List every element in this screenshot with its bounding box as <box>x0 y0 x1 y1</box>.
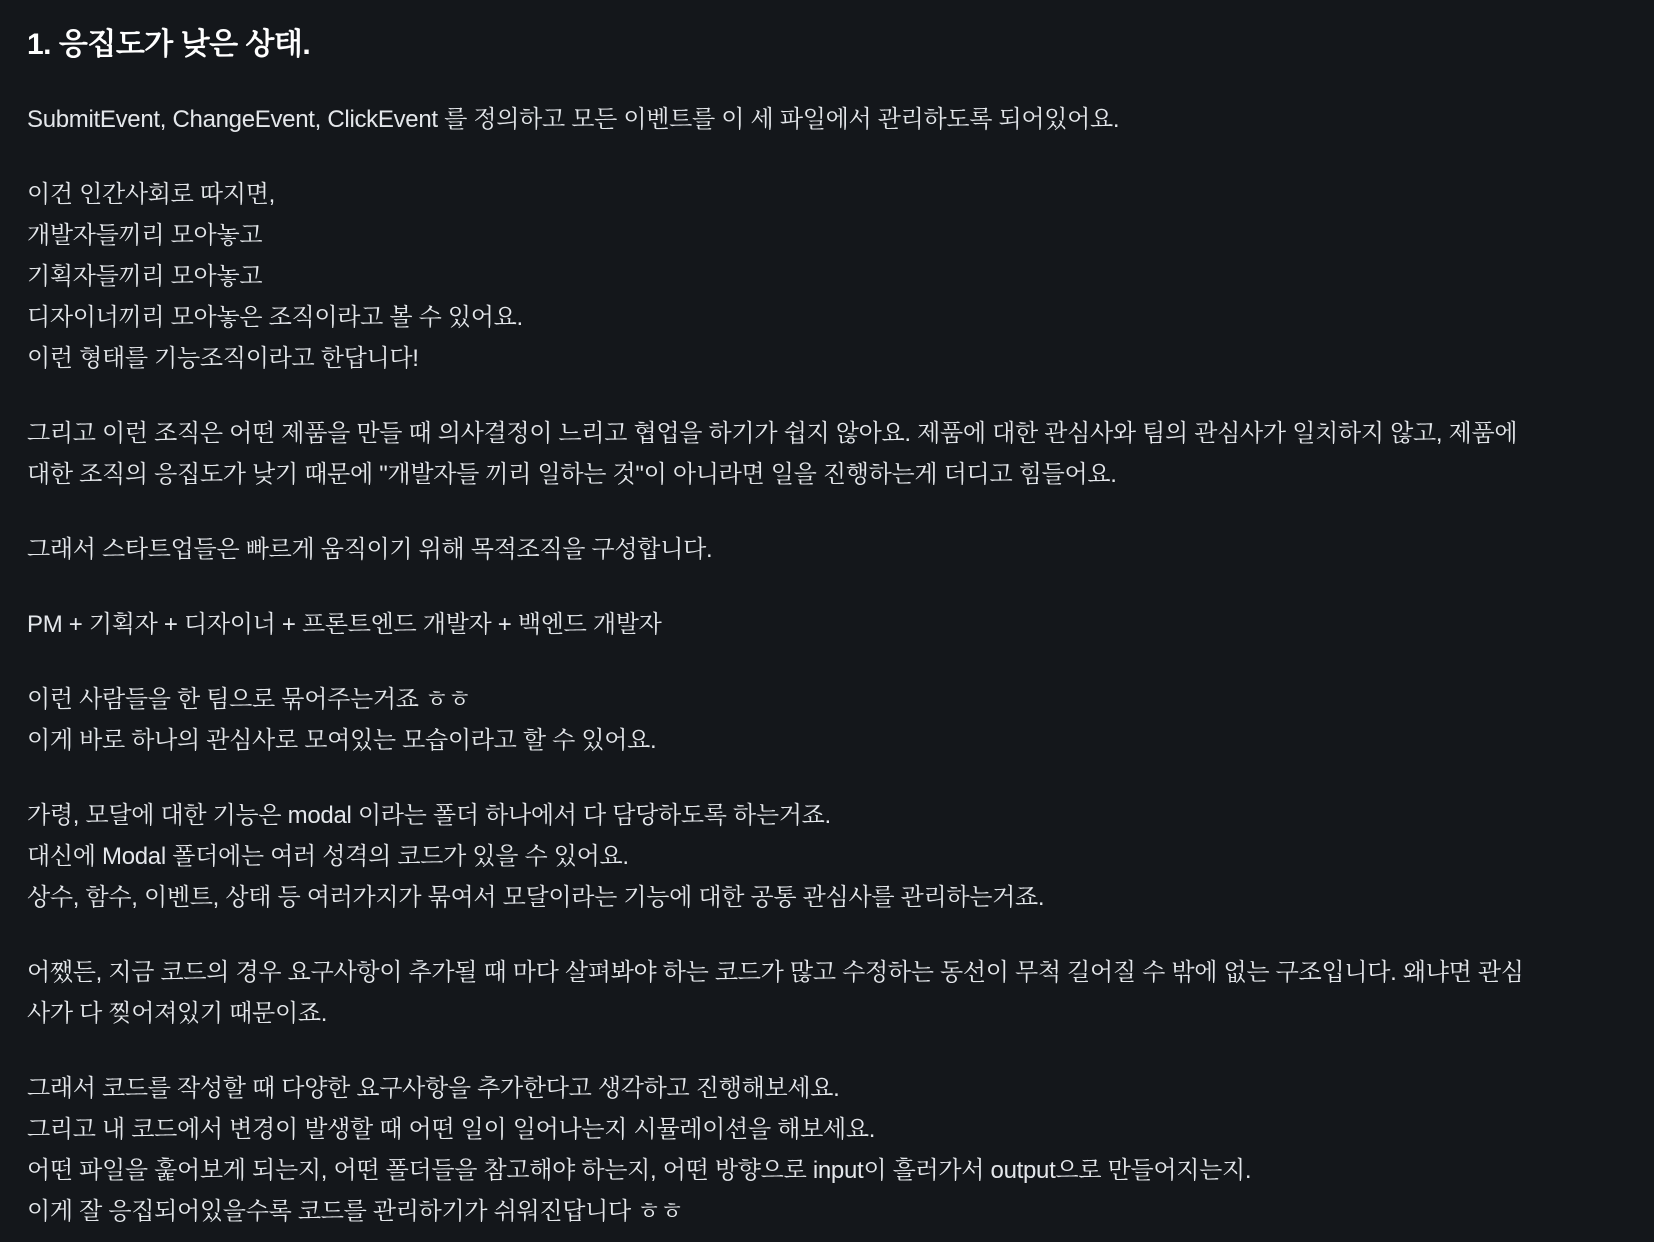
paragraph-line: 개발자들끼리 모아놓고 <box>27 222 263 249</box>
paragraph-line: 어쨌든, 지금 코드의 경우 요구사항이 추가될 때 마다 살펴봐야 하는 코드가 많고 수정하는 동선이 무척 길어질 수 밖에 없는 구조입니다. 왜냐면 관심사가 다 찢어져있기 때문이죠. <box>27 959 1524 1027</box>
paragraph-current-code <box>27 952 1543 1034</box>
paragraph-line: 이게 바로 하나의 관심사로 모여있는 모습이라고 할 수 있어요. <box>27 727 657 754</box>
paragraph-line: 상수, 함수, 이벤트, 상태 등 여러가지가 묶여서 모달이라는 기능에 대한 공통 관심사를 관리하는거죠. <box>27 884 1045 911</box>
paragraph-line: 디자이너끼리 모아놓은 조직이라고 볼 수 있어요. <box>27 304 523 331</box>
paragraph-intro <box>27 99 1543 140</box>
paragraph-line: 어떤 파일을 훑어보게 되는지, 어떤 폴더들을 참고해야 하는지, 어떤 방향으로 input이 흘러가서 output으로 만들어지는지. <box>27 1157 1252 1184</box>
paragraph-line: PM + 기획자 + 디자이너 + 프론트엔드 개발자 + 백엔드 개발자 <box>27 611 662 638</box>
paragraph-modal-example <box>27 795 1543 918</box>
paragraph-analogy <box>27 174 1543 379</box>
paragraph-line: 그리고 내 코드에서 변경이 발생할 때 어떤 일이 일어나는지 시뮬레이션을 해보세요. <box>27 1116 876 1143</box>
paragraph-advice <box>27 1068 1543 1232</box>
paragraph-line: 이건 인간사회로 따지면, <box>27 181 275 208</box>
paragraph-line: 가령, 모달에 대한 기능은 modal 이라는 폴더 하나에서 다 담당하도록 하는거죠. <box>27 802 831 829</box>
section-heading: 1. 응집도가 낮은 상태. <box>27 28 311 61</box>
paragraph-line: 기획자들끼리 모아놓고 <box>27 263 263 290</box>
paragraph-line: 그리고 이런 조직은 어떤 제품을 만들 때 의사결정이 느리고 협업을 하기가 쉽지 않아요. 제품에 대한 관심사와 팀의 관심사가 일치하지 않고, 제품에 대한 조직의 응집도가 낮기 때문에 "개발자들 끼리 일하는 것"이 아니라면 일을 진행하는게 더디고 힘들어요. <box>27 420 1518 488</box>
paragraph-line: 이게 잘 응집되어있을수록 코드를 관리하기가 쉬워진답니다 ㅎㅎ <box>27 1198 684 1225</box>
paragraph-line: 그래서 코드를 작성할 때 다양한 요구사항을 추가한다고 생각하고 진행해보세요. <box>27 1075 840 1102</box>
paragraph-line: 그래서 스타트업들은 빠르게 움직이기 위해 목적조직을 구성합니다. <box>27 536 713 563</box>
paragraph-functional-org <box>27 413 1543 495</box>
paragraph-startup <box>27 529 1543 570</box>
paragraph-line: 대신에 Modal 폴더에는 여러 성격의 코드가 있을 수 있어요. <box>27 843 629 870</box>
paragraph-line: 이런 사람들을 한 팀으로 묶어주는거죠 ㅎㅎ <box>27 686 471 713</box>
paragraph-line: SubmitEvent, ChangeEvent, ClickEvent 를 정의하고 모든 이벤트를 이 세 파일에서 관리하도록 되어있어요. <box>27 106 1120 133</box>
paragraph-team-formula <box>27 604 1543 645</box>
paragraph-one-team <box>27 679 1543 761</box>
paragraph-line: 이런 형태를 기능조직이라고 한답니다! <box>27 345 419 372</box>
